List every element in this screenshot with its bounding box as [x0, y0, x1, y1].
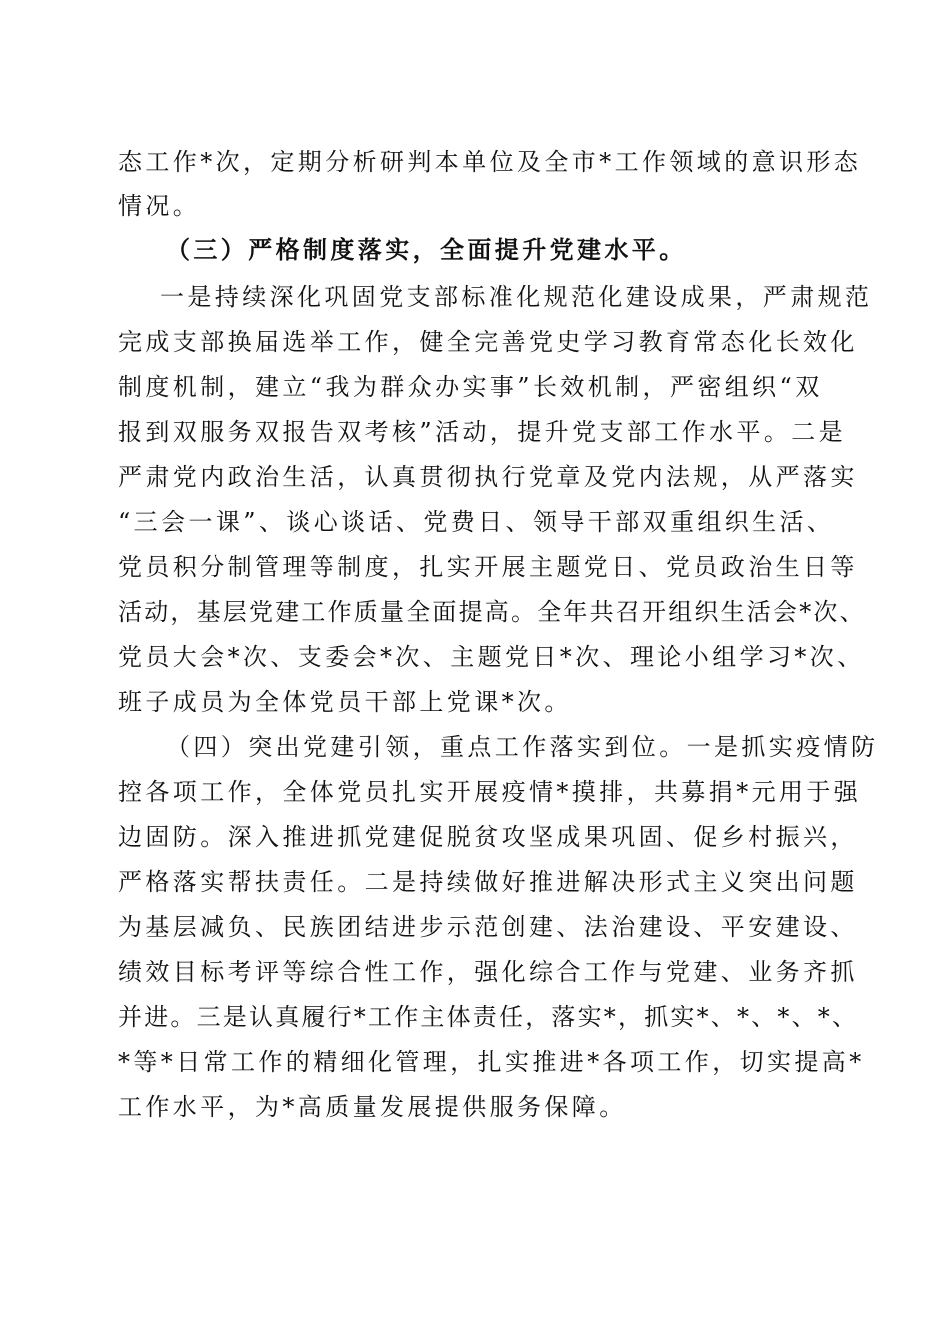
body-text-line: *等*日常工作的精细化管理，扎实推进*各项工作，切实提高*	[118, 1048, 865, 1076]
body-text-line: 绩效目标考评等综合性工作，强化综合工作与党建、业务齐抓	[118, 958, 858, 986]
body-text-line: 情况。	[118, 192, 201, 220]
body-text-line: 并进。三是认真履行*工作主体责任，落实*，抓实*、*、*、*、	[118, 1003, 859, 1031]
body-text-line: 边固防。深入推进抓党建促脱贫攻坚成果巩固、促乡村振兴，	[118, 823, 858, 851]
body-text-line: 严格落实帮扶责任。二是持续做好推进解决形式主义突出问题	[118, 868, 858, 896]
section-heading-3: （三）严格制度落实，全面提升党建水平。	[166, 235, 687, 264]
body-text-line: 严肃党内政治生活，认真贯彻执行党章及党内法规，从严落实	[118, 463, 858, 491]
body-text-line: 班子成员为全体党员干部上党课*次。	[118, 688, 572, 716]
section-heading-4: （四）突出党建引领，重点工作落实到位。一是抓实疫情防	[166, 733, 879, 761]
body-text-line: 制度机制，建立“我为群众办实事”长效机制，严密组织“双	[118, 373, 823, 401]
body-text-line: 活动，基层党建工作质量全面提高。全年共召开组织生活会*次、	[118, 598, 866, 626]
body-text-line: 报到双服务双报告双考核”活动，提升党支部工作水平。二是	[118, 418, 847, 446]
body-text-line: “三会一课”、谈心谈话、党费日、领导干部双重组织生活、	[118, 508, 835, 536]
body-text-line: 一是持续深化巩固党支部标准化规范化建设成果，严肃规范	[160, 283, 873, 311]
body-text-line: 完成支部换届选举工作，健全完善党史学习教育常态化长效化	[118, 328, 858, 356]
body-text-line: 控各项工作，全体党员扎实开展疫情*摸排，共募捐*元用于强	[118, 778, 862, 806]
body-text-line: 党员大会*次、支委会*次、主题党日*次、理论小组学习*次、	[118, 643, 865, 671]
body-text-line: 工作水平，为*高质量发展提供服务保障。	[118, 1093, 627, 1121]
body-text-line: 为基层减负、民族团结进步示范创建、法治建设、平安建设、	[118, 913, 858, 941]
body-text-line: 党员积分制管理等制度，扎实开展主题党日、党员政治生日等	[118, 553, 858, 581]
body-text-line: 态工作*次，定期分析研判本单位及全市*工作领域的意识形态	[118, 148, 862, 176]
